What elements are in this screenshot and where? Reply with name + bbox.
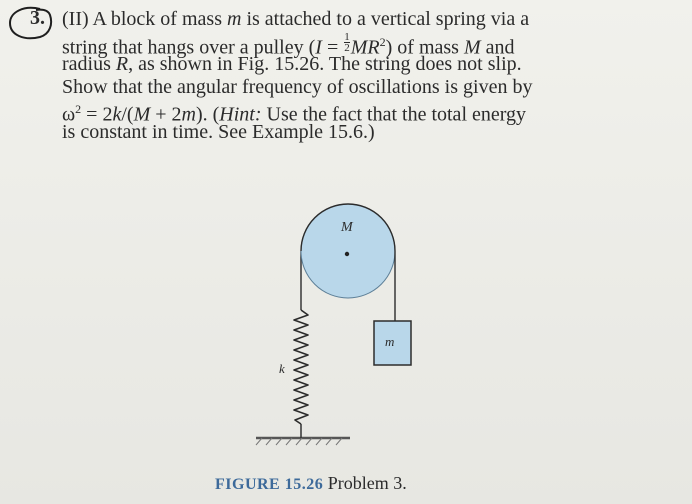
figure-caption-text: Problem 3. bbox=[327, 473, 407, 493]
pulley-axle bbox=[345, 252, 349, 256]
block-mass-label: m bbox=[385, 334, 395, 349]
figure-caption bbox=[215, 473, 407, 494]
figure-caption-label: FIGURE 15.26 bbox=[215, 476, 324, 493]
problem-line-1: (II) A block of mass m is attached to a vertical spring via a bbox=[62, 8, 530, 30]
spring-constant-label: k bbox=[279, 361, 285, 376]
problem-line-4: Show that the angular frequency of oscillations is given by bbox=[62, 76, 533, 98]
spring bbox=[294, 310, 308, 424]
problem-line-3: radius R, as shown in Fig. 15.26. The string does not slip. bbox=[62, 53, 522, 75]
problem-line-5: $\omega^2 = 2k/(M + 2m)$. (Hint: Use the fact that the total energy bbox=[62, 102, 527, 126]
problem-number-text: 3. bbox=[30, 7, 45, 29]
problem-line-6: is constant in time. See Example 15.6.) bbox=[62, 121, 375, 143]
pulley-mass-label: M bbox=[341, 220, 353, 235]
problem-line-2: string that hangs over a pulley (I = $\frac{1}{2}$ $MR^2$) of mass M and bbox=[62, 30, 515, 59]
